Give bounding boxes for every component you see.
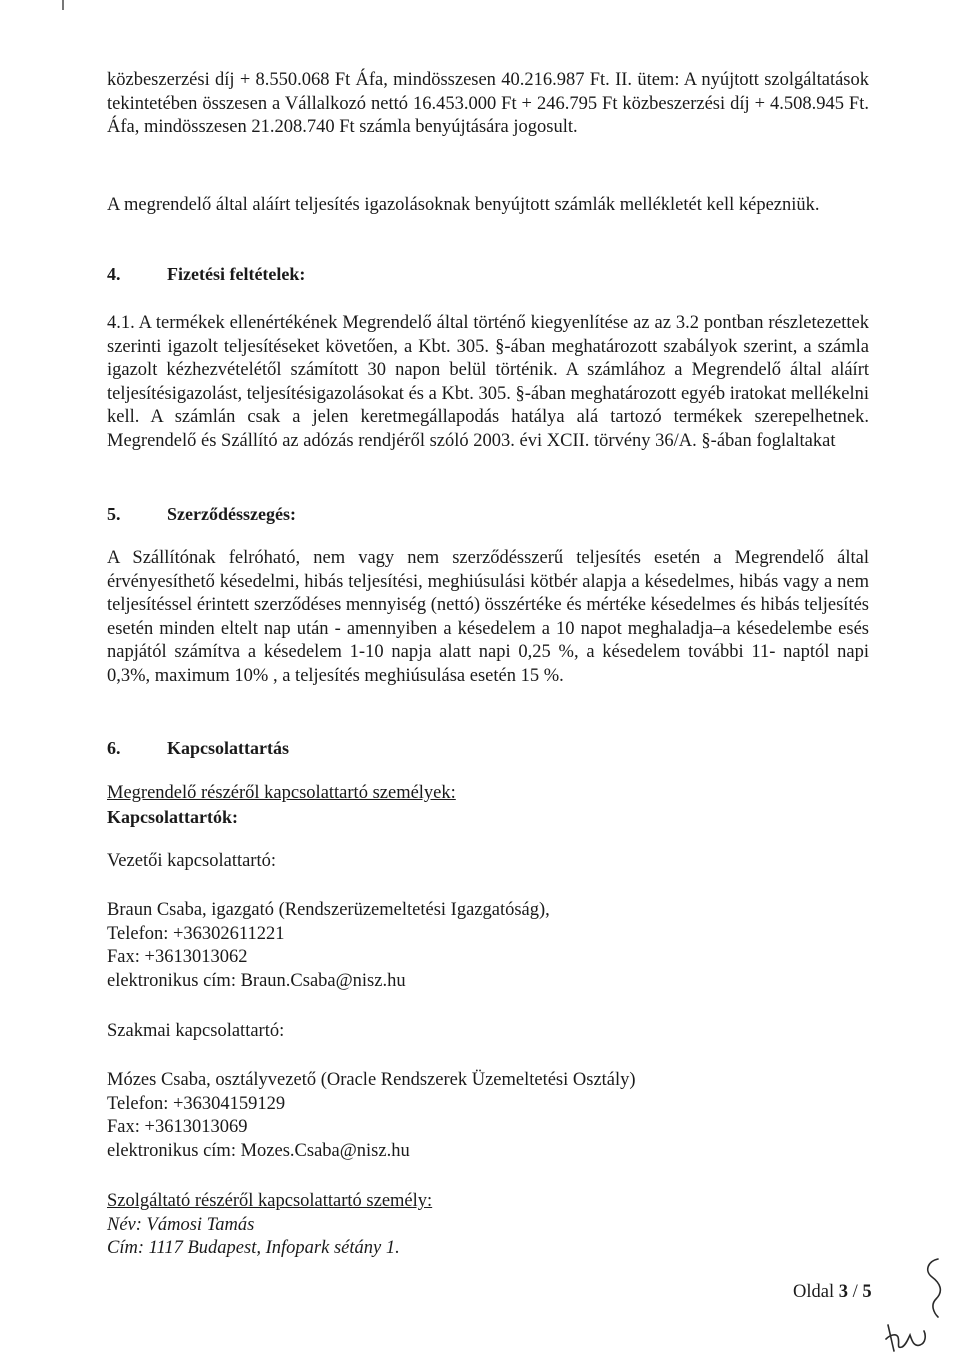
executive-contact-label: Vezetői kapcsolattartó: [107, 851, 277, 871]
section-5-heading [107, 503, 869, 527]
page-number [793, 1282, 872, 1303]
customer-contacts-heading: Megrendelő részéről kapcsolattartó személyek: [107, 783, 456, 803]
contacts-label: Kapcsolattartók: [107, 806, 238, 827]
contact-fax: Fax: +3613013062 [107, 947, 248, 967]
customer-contacts-block [107, 782, 869, 829]
supplier-contact-address: Cím: 1117 Budapest, Infopark sétány 1. [107, 1238, 400, 1258]
paragraph-5: A Szállítónak felróható, nem vagy nem szerződésszerű teljesítés esetén a Megrendelő által érvényesíthető késedelmi, hibás teljesítési, meghiúsulási kötbér alapja a késedelmes, hibás vagy a nem teljesítéssel érintett szerződéses mennyiség (nettó) összértéke és mértéke késedelmes és hibás teljesítés esetén minden eltelt nap után - amennyiben a késedelem a 10 napot meghaladja–a késedelembe esés napjától számítva a késedelem 1-10 napja alatt napi 0,25 %, a késedelem további 11- naptól napi 0,3%, maximum 10% , a teljesítés meghiúsulása esetén 15 %. [107, 548, 869, 686]
section-4-heading [107, 263, 869, 287]
contact-email: elektronikus cím: Mozes.Csaba@nisz.hu [107, 1140, 410, 1161]
supplier-contact-block [107, 1190, 869, 1261]
page-separator: / [852, 1282, 858, 1302]
section-6-heading [107, 737, 869, 761]
supplier-contact-heading: Szolgáltató részéről kapcsolattartó személy: [107, 1191, 433, 1211]
page-label: Oldal [793, 1282, 835, 1302]
invoice-paragraph: A megrendelő által aláírt teljesítés igazolásoknak benyújtott számlák mellékletét kell képezniük. [107, 195, 820, 215]
handwritten-initials-signature [880, 1255, 952, 1359]
current-page: 3 [838, 1282, 848, 1302]
total-pages: 5 [862, 1282, 872, 1302]
section-number: 4. [107, 264, 121, 284]
intro-paragraph: közbeszerzési díj + 8.550.068 Ft Áfa, mindösszesen 40.216.987 Ft. II. ütem: A nyújtott szolgáltatások tekintetében összesen a Vállalkozó nettó 16.453.000 Ft + 246.795 Ft közbeszerzési díj + 4.508.945 Ft. Áfa, mindösszesen 21.208.740 Ft számla benyújtására jogosult. [107, 70, 869, 137]
executive-contact-details [107, 899, 869, 993]
professional-contact-label: Szakmai kapcsolattartó: [107, 1021, 285, 1041]
professional-contact-details [107, 1069, 869, 1163]
section-title: Szerződésszegés: [167, 504, 296, 524]
contact-email: elektronikus cím: Braun.Csaba@nisz.hu [107, 970, 406, 991]
contact-name: Mózes Csaba, osztályvezető (Oracle Rendszerek Üzemeltetési Osztály) [107, 1070, 636, 1090]
paragraph-4-1: 4.1. A termékek ellenértékének Megrendelő által történő kiegyenlítése az az 3.2 pontban részletezettek szerinti igazolt teljesítéseket követően, a Kbt. 305. §-ában meghatározott szabályok szerint, a számla igazolt kézhezvételétől számított 30 napon belül történik. A számlához a Megrendelő által aláírt teljesítésigazolást, teljesítésigazolásokat és a Kbt. 305. §-ában meghatározott egyéb iratokat mellékelni kell. A számlán csak a jelen keretmegállapodás hatálya alá tartozó termékek szerepelhetnek. Megrendelő és Szállító az adózás rendjéről szóló 2003. évi XCII. törvény 36/A. §-ában foglaltakat [107, 313, 869, 451]
section-title: Fizetési feltételek: [167, 264, 306, 284]
section-title: Kapcsolattartás [167, 738, 289, 758]
section-number: 6. [107, 738, 121, 758]
contact-phone: Telefon: +36302611221 [107, 923, 285, 944]
contact-fax: Fax: +3613013069 [107, 1117, 248, 1137]
supplier-contact-name: Név: Vámosi Tamás [107, 1214, 255, 1235]
contact-name: Braun Csaba, igazgató (Rendszerüzemeltetési Igazgatóság), [107, 900, 550, 920]
contact-phone: Telefon: +36304159129 [107, 1093, 286, 1114]
section-number: 5. [107, 504, 121, 524]
scan-mark [62, 0, 64, 10]
